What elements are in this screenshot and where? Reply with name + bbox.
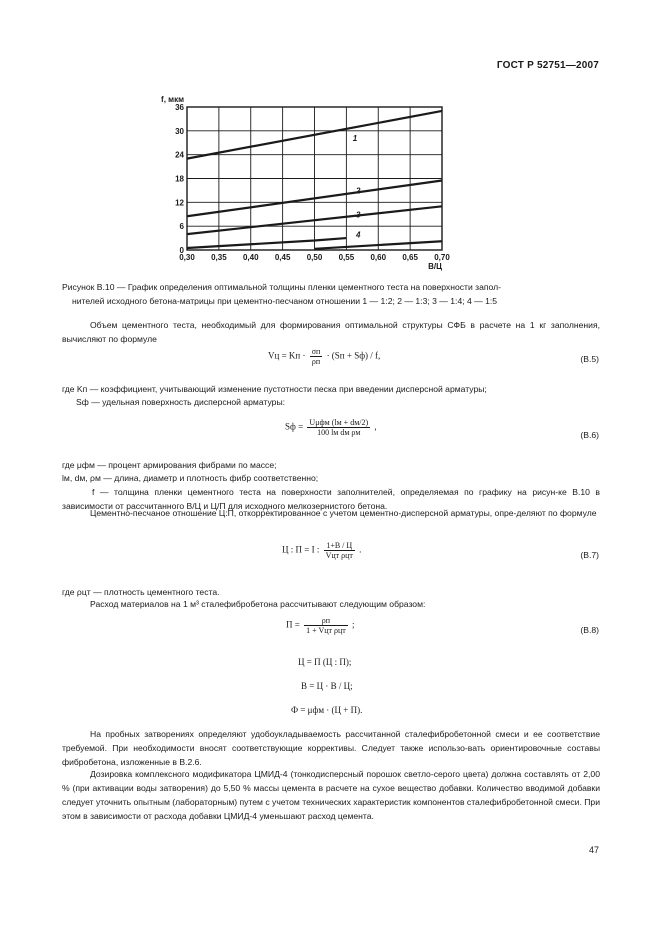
x-axis-title: В/Ц: [428, 262, 442, 271]
series-label-3: 3: [355, 210, 361, 220]
eq-b8-den: 1 + Vцт ρцт: [306, 626, 346, 635]
y-tick-label: 18: [175, 174, 184, 184]
y-tick-label: 30: [175, 126, 184, 136]
y-tick-label: 6: [179, 222, 184, 232]
eq-b5-lhs: Vц = Kп ·: [268, 350, 306, 361]
equation-cement: Ц = П (Ц : П);: [298, 657, 352, 667]
paragraph-5: На пробных затворениях определяют удобоукладываемость рассчитанной сталефибробетонной смеси и ее соответствие требуемой. При необходимости вносят соответствующие коррективы. Следует также использо-вать ориентировочные составы фибробетона, изложенные в В.2.6.: [62, 729, 600, 767]
page-number: 47: [588, 845, 599, 855]
x-tick-label: 0,50: [306, 253, 323, 262]
y-tick-label: 36: [175, 103, 184, 112]
x-tick-label: 0,45: [274, 253, 291, 262]
eq-b6-den: 100 lм dм ρм: [317, 428, 361, 437]
thickness-chart: [150, 93, 470, 278]
x-tick-label: 0,30: [179, 253, 195, 262]
where-mu: где μфм — процент армирования фибрами по массе;: [62, 460, 277, 470]
eq-b6-lhs: Sф =: [285, 421, 304, 432]
equation-b5: [268, 347, 380, 366]
eq-b5-tag: (В.5): [580, 354, 599, 364]
paragraph-4: Расход материалов на 1 м³ сталефибробетона рассчитывают следующим образом:: [90, 599, 426, 609]
eq-b5-num: σп: [311, 347, 321, 356]
x-tick-label: 0,60: [370, 253, 387, 262]
where-rho-ct: где ρцт — плотность цементного теста.: [62, 587, 220, 597]
equation-b6: Sф = $\frac{\text{Uμфм (lм + dм/2)}}{\text{100 lм dм ρм}}$ ,: [285, 418, 377, 437]
paragraph-6: Дозировка комплексного модификатора ЦМИД-4 (тонкодисперсный порошок светло-серого цвета) должна составлять от 2,00 % (при активации воды затворения) до 5,50 % массы цемента в расчете на сухое вещество добавки. Количество вводимой добавки следует уточнить опытным (лабораторным) путем с учетом технических характеристик компонентов сталефибробетонной смеси. При этом в зависимости от расхода добавки ЦМИД-4 уменьшают расход цемента.: [62, 769, 600, 821]
series-label-2: 2: [355, 186, 361, 196]
equation-b7: Ц : П = I : $\frac{1+В / Ц}{\text{Vцт ρцт}}$ .: [282, 541, 362, 560]
where-sf: Sф — удельная поверхность дисперсной арматуры:: [76, 397, 286, 407]
y-tick-label: 24: [175, 150, 184, 160]
chart-labels: [161, 95, 450, 271]
x-tick-label: 0,35: [211, 253, 227, 262]
eq-b7-num: 1+В / Ц: [324, 541, 355, 551]
caption-line-1: Рисунок В.10 — График определения оптимальной толщины пленки цементного теста на поверхности запол-: [62, 282, 502, 292]
eq-b5-den: ρп: [311, 357, 321, 366]
figure-caption: [62, 280, 602, 308]
eq-b6-tag: (В.6): [580, 430, 599, 440]
x-tick-label: 0,65: [402, 253, 418, 262]
paragraph-1: Объем цементного теста, необходимый для формирования оптимальной структуры СФБ в расчете на 1 кг заполнения, вычисляют по формуле: [62, 320, 600, 344]
where-kp: где Kп — коэффициент, учитывающий изменение пустотности песка при введении дисперсной арматуры;: [62, 384, 487, 394]
eq-b7-den: Vцт ρцт: [325, 551, 353, 560]
paragraph-2: f — толщина пленки цементного теста на поверхности заполнителей, определяемая по графику на рисун-ке В.10 в зависимости от рассчитанного В/Ц и Ц/П для исходного мелкозернистого бетона.: [62, 487, 600, 511]
y-tick-label: 0: [179, 246, 184, 255]
y-tick-label: 12: [175, 198, 184, 208]
equation-b8: П = $\frac{\rho п}{\text{1 + Vцт ρцт}}$ ;: [286, 616, 355, 635]
caption-line-2: нителей исходного бетона-матрицы при цементно-песчаном отношении 1 — 1:2; 2 — 1:3; 3 — 1:4; 4 — 1:5: [72, 296, 498, 306]
where-l-d-rho: lм, dм, ρм — длина, диаметр и плотность фибр соответственно;: [62, 473, 319, 483]
equation-water: В = Ц · В / Ц;: [301, 681, 353, 691]
eq-b7-tag: (В.7): [580, 550, 599, 560]
eq-b8-lhs: П =: [286, 619, 300, 630]
chart-grid: [187, 107, 442, 250]
series-label-4: 4: [355, 230, 361, 240]
series-label-1: 1: [352, 133, 358, 143]
standard-header: ГОСТ Р 52751—2007: [496, 60, 599, 71]
equation-fiber: Ф = μфм · (Ц + П).: [291, 705, 363, 715]
eq-b7-lhs: Ц : П = I :: [282, 544, 320, 555]
eq-b8-num: ρп: [304, 616, 348, 626]
x-tick-label: 0,55: [338, 253, 355, 262]
y-axis-title: f, мкм: [161, 95, 184, 104]
eq-b8-tag: (В.8): [580, 625, 599, 635]
paragraph-3: Цементно-песчаное отношение Ц:П, откорректированное с учетом цементно-дисперсной арматуры, опре-деляют по формуле: [90, 508, 597, 518]
x-tick-label: 0,40: [242, 253, 259, 262]
eq-b5-rest: · (Sп + Sф) / f,: [326, 350, 381, 361]
eq-b6-num: Uμфм (lм + dм/2): [309, 418, 369, 427]
x-tick-label: 0,70: [434, 253, 450, 262]
